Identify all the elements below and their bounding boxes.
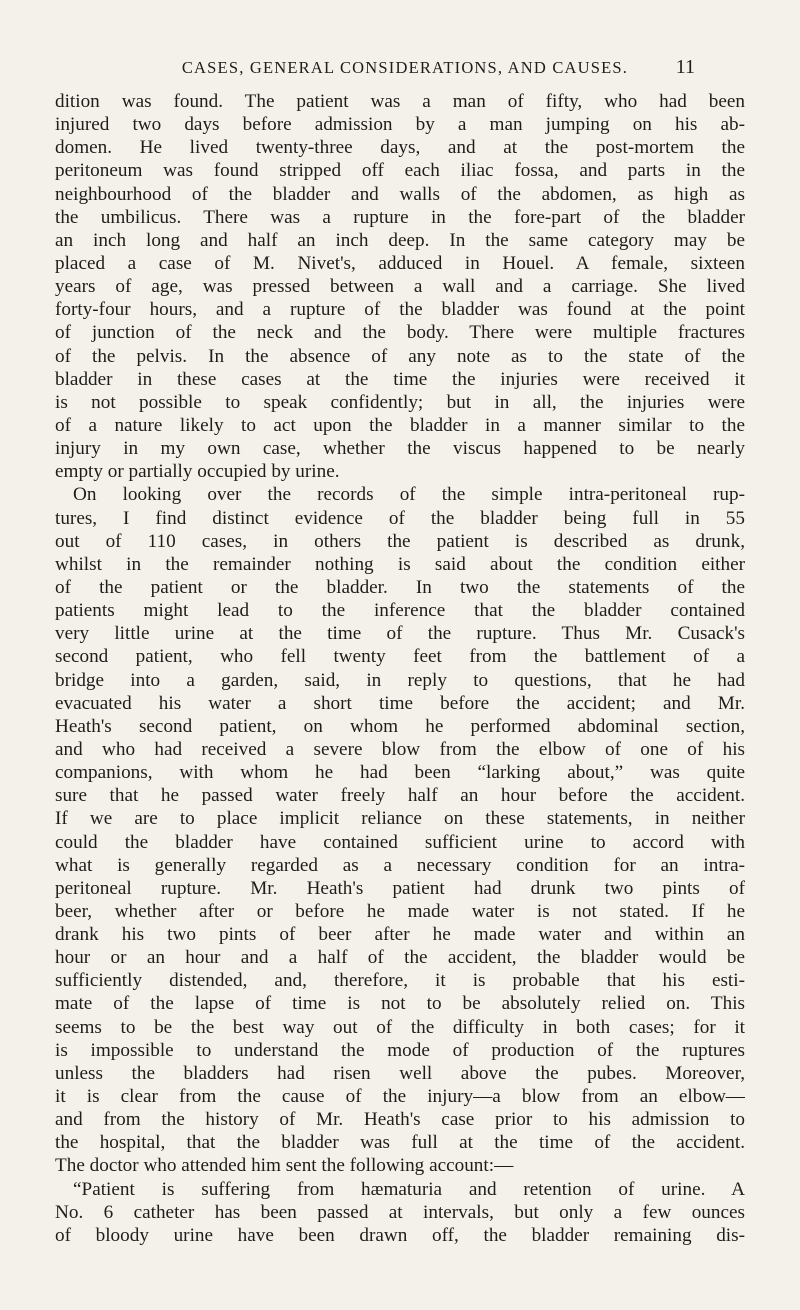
text-line: out of 110 cases, in others the patient is described as drunk, — [55, 530, 745, 552]
text-line: forty-four hours, and a rupture of the bladder was found at the point — [55, 299, 745, 321]
text-line: of the pelvis. In the absence of any note as to the state of the — [55, 345, 745, 367]
text-line: empty or partially occupied by urine. — [55, 461, 340, 483]
text-line: beer, whether after or before he made water is not stated. If he — [55, 900, 745, 922]
text-line: and who had received a severe blow from the elbow of one of his — [55, 738, 745, 760]
text-line: On looking over the records of the simple intra-peritoneal rup- — [73, 484, 745, 506]
text-line: neighbourhood of the bladder and walls of the abdomen, as high as — [55, 183, 745, 205]
text-line: injured two days before admission by a man jumping on his ab- — [55, 114, 745, 136]
text-line: is not possible to speak confidently; but in all, the injuries were — [55, 391, 745, 413]
text-line: No. 6 catheter has been passed at intervals, but only a few ounces — [55, 1201, 745, 1223]
text-line: If we are to place implicit reliance on these statements, in neither — [55, 808, 745, 830]
text-line: companions, with whom he had been “larking about,” was quite — [55, 762, 745, 784]
running-title: CASES, GENERAL CONSIDERATIONS, AND CAUSES. — [181, 58, 629, 77]
text-line: of the patient or the bladder. In two the statements of the — [55, 576, 745, 598]
text-line: years of age, was pressed between a wall and a carriage. She lived — [55, 276, 745, 298]
text-line: unless the bladders had risen well above the pubes. Moreover, — [55, 1062, 745, 1084]
text-line: of bloody urine have been drawn off, the bladder remaining dis- — [55, 1224, 745, 1246]
text-line: and from the history of Mr. Heath's case prior to his admission to — [55, 1109, 745, 1131]
running-head — [60, 56, 750, 82]
text-line: injury in my own case, whether the viscus happened to be nearly — [55, 438, 745, 460]
text-line: mate of the lapse of time is not to be absolutely relied on. This — [55, 993, 745, 1015]
text-line: dition was found. The patient was a man of fifty, who had been — [55, 91, 745, 112]
text-line: what is generally regarded as a necessary condition for an intra- — [55, 854, 745, 876]
text-line: “Patient is suffering from hæmaturia and retention of urine. A — [73, 1178, 745, 1200]
body-text — [55, 90, 745, 1247]
text-line: seems to be the best way out of the difficulty in both cases; for it — [55, 1016, 745, 1038]
text-line: sure that he passed water freely half an hour before the accident. — [55, 785, 745, 807]
text-line: second patient, who fell twenty feet from the battlement of a — [55, 646, 745, 668]
text-line: evacuated his water a short time before the accident; and Mr. — [55, 692, 745, 714]
text-line: of a nature likely to act upon the bladder in a manner similar to the — [55, 414, 745, 436]
page-number: 11 — [675, 56, 695, 78]
text-line: sufficiently distended, and, therefore, it is probable that his esti- — [55, 970, 745, 992]
text-line: it is clear from the cause of the injury—a blow from an elbow— — [55, 1086, 745, 1108]
text-line: is impossible to understand the mode of production of the ruptures — [55, 1039, 745, 1061]
text-line: domen. He lived twenty-three days, and at the post-mortem the — [55, 137, 745, 159]
text-line: peritoneum was found stripped off each iliac fossa, and parts in the — [55, 160, 745, 182]
text-line: drank his two pints of beer after he made water and within an — [55, 924, 745, 946]
text-line: peritoneal rupture. Mr. Heath's patient had drunk two pints of — [55, 877, 745, 899]
text-line: placed a case of M. Nivet's, adduced in Houel. A female, sixteen — [55, 252, 745, 274]
text-line: bladder in these cases at the time the injuries were received it — [55, 368, 745, 390]
text-line: an inch long and half an inch deep. In the same category may be — [55, 229, 745, 251]
text-line: The doctor who attended him sent the following account:— — [55, 1155, 514, 1177]
text-line: could the bladder have contained sufficient urine to accord with — [55, 831, 745, 853]
text-line: whilst in the remainder nothing is said about the condition either — [55, 553, 745, 575]
text-line: Heath's second patient, on whom he performed abdominal section, — [55, 715, 745, 737]
text-line: the hospital, that the bladder was full at the time of the accident. — [55, 1132, 745, 1154]
text-line: the umbilicus. There was a rupture in the fore-part of the bladder — [55, 206, 745, 228]
text-line: patients might lead to the inference that the bladder contained — [55, 600, 745, 622]
text-line: hour or an hour and a half of the accident, the bladder would be — [55, 947, 745, 969]
text-line: tures, I find distinct evidence of the bladder being full in 55 — [55, 507, 745, 529]
text-line: bridge into a garden, said, in reply to questions, that he had — [55, 669, 745, 691]
text-line: very little urine at the time of the rupture. Thus Mr. Cusack's — [55, 623, 745, 645]
text-line: of junction of the neck and the body. There were multiple fractures — [55, 322, 745, 344]
